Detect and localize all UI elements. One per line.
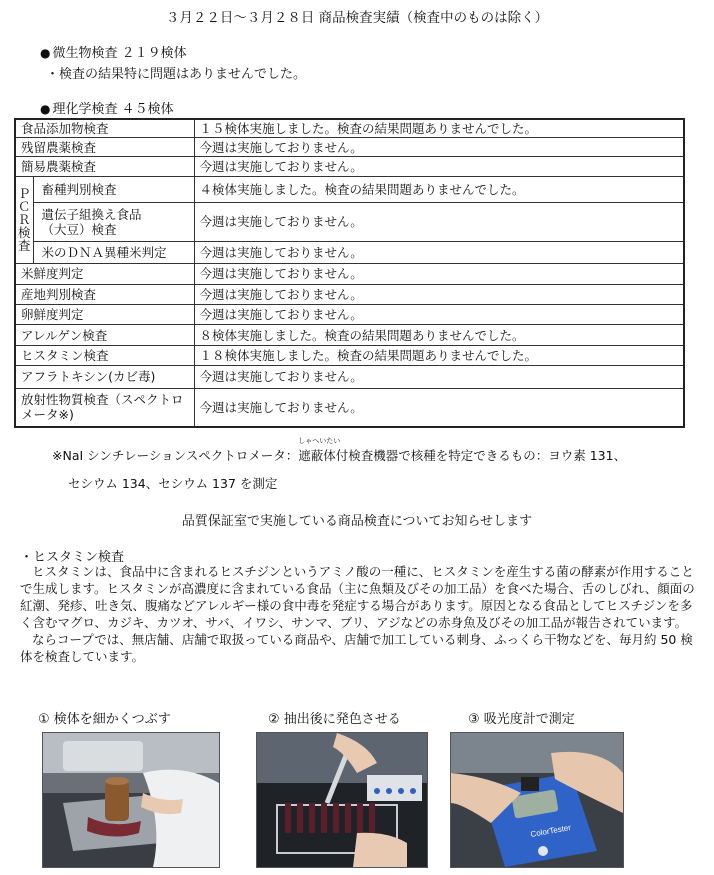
test-name: 放射性物質検査（スペクトロメータ※): [15, 388, 194, 427]
test-name: 畜種判別検査: [33, 176, 194, 203]
table-row: [15, 264, 684, 284]
table-row: [15, 203, 684, 242]
test-name: [33, 203, 194, 242]
pcr-char: 査: [17, 238, 31, 254]
test-result: 今週は実施しておりません。: [194, 264, 684, 284]
test-name: 簡易農薬検査: [15, 157, 194, 176]
test-result: ８検体実施しました。検査の結果問題ありませんでした。: [194, 325, 684, 345]
bullet-icon: ●: [40, 46, 51, 60]
microbe-result: ・検査の結果特に問題はありませんでした。: [46, 67, 307, 82]
step-caption: ① 検体を細かくつぶす: [38, 712, 171, 727]
table-row: [15, 241, 684, 263]
test-result: 今週は実施しておりません。: [194, 157, 684, 176]
test-name: 米のＤＮＡ異種米判定: [33, 241, 194, 263]
table-row: [15, 388, 684, 427]
test-result: 今週は実施しておりません。: [194, 305, 684, 325]
test-name-line: （大豆）検査: [41, 221, 117, 237]
test-name: 米鮮度判定: [15, 264, 194, 284]
notice-title: 品質保証室で実施している商品検査についてお知らせします: [181, 514, 533, 529]
table-row: [15, 305, 684, 325]
test-name-line: 遺伝子組換え食品: [41, 206, 142, 222]
histamine-paragraph: ヒスタミンは、食品中に含まれるヒスチジンというアミノ酸の一種に、ヒスタミンを産生する菌の酵素が作用することで生成します。ヒスタミンが高濃度に含まれている食品（主に魚類及びその加工品）を食べた場合、舌のしびれ、顔面の紅潮、発疹、吐き気、腹痛などアレルギー様の食中毒を発症する場合があります。原因となる食品としてヒスチジンを多く含むマグロ、カジキ、カツオ、サバ、イワシ、サンマ、ブリ、アジなどの赤身魚及びその加工品が報告されています。: [20, 564, 695, 630]
step-caption: ③ 吸光度計で測定: [468, 712, 575, 727]
inspection-table: [14, 118, 685, 428]
table-row: [15, 176, 684, 203]
table-row: [15, 119, 684, 137]
test-name: アレルゲン検査: [15, 325, 194, 345]
test-name: 産地判別検査: [15, 284, 194, 304]
test-result: ４検体実施しました。検査の結果問題ありませんでした。: [194, 176, 684, 203]
table-row: [15, 325, 684, 345]
pcr-char: Ｐ: [17, 186, 31, 202]
test-name: 食品添加物検査: [15, 119, 194, 137]
test-result: 今週は実施しておりません。: [194, 203, 684, 242]
page-title: ３月２２日～３月２８日 商品検査実績（検査中のものは除く）: [165, 10, 549, 26]
pcr-char: Ｒ: [17, 212, 31, 228]
physchem-heading: [40, 98, 174, 117]
test-result: 今週は実施しておりません。: [194, 284, 684, 304]
microbe-heading-text: 微生物検査 ２１９検体: [52, 46, 187, 61]
microbe-heading: [40, 42, 187, 61]
table-row: [15, 345, 684, 365]
footnote-suffix: 体付検査機器で核種を特定できるもの：ヨウ素 131、: [323, 448, 627, 463]
ruby-word: [298, 437, 341, 464]
test-name: 残留農薬検査: [15, 137, 194, 156]
test-result: 今週は実施しておりません。: [194, 388, 684, 427]
photo-extract-color: [256, 732, 428, 868]
device-label: ColorTester: [529, 823, 572, 839]
histamine-paragraph: ならコープでは、無店舗、店舗で取扱っている商品や、店舗で加工している刺身、ふっくら干物などを、毎月約 50 検体を検査しています。: [20, 632, 693, 664]
pcr-char: Ｃ: [17, 199, 31, 215]
histamine-heading: ・ヒスタミン検査: [20, 550, 125, 565]
pcr-label: [15, 176, 33, 264]
table-row: [15, 366, 684, 388]
test-result: １５検体実施しました。検査の結果問題ありませんでした。: [194, 119, 684, 137]
test-result: １８検体実施しました。検査の結果問題ありませんでした。: [194, 345, 684, 365]
table-row: [15, 137, 684, 156]
step-caption: ② 抽出後に発色させる: [268, 712, 401, 727]
table-row: [15, 157, 684, 176]
photo-crush-sample: [42, 732, 220, 868]
physchem-heading-text: 理化学検査 ４５検体: [52, 102, 174, 117]
footnote-line2: セシウム 134、セシウム 137 を測定: [68, 476, 278, 491]
bullet-icon: ●: [40, 102, 51, 116]
photo-absorbance-meter: [450, 732, 624, 868]
test-result: 今週は実施しておりません。: [194, 137, 684, 156]
test-name: アフラトキシン(カビ毒): [15, 366, 194, 388]
histamine-body: [20, 563, 696, 665]
test-name: 卵鮮度判定: [15, 305, 194, 325]
ruby-base: 遮蔽: [298, 448, 324, 463]
table-row: [15, 284, 684, 304]
test-result: 今週は実施しておりません。: [194, 241, 684, 263]
pcr-char: 検: [17, 225, 31, 241]
ruby-reading: しゃへいたい: [298, 437, 341, 445]
footnote-prefix: ※NaI シンチレーションスペクトロメータ：: [52, 448, 299, 463]
test-name: ヒスタミン検査: [15, 345, 194, 365]
footnote: [52, 437, 627, 464]
test-result: 今週は実施しておりません。: [194, 366, 684, 388]
